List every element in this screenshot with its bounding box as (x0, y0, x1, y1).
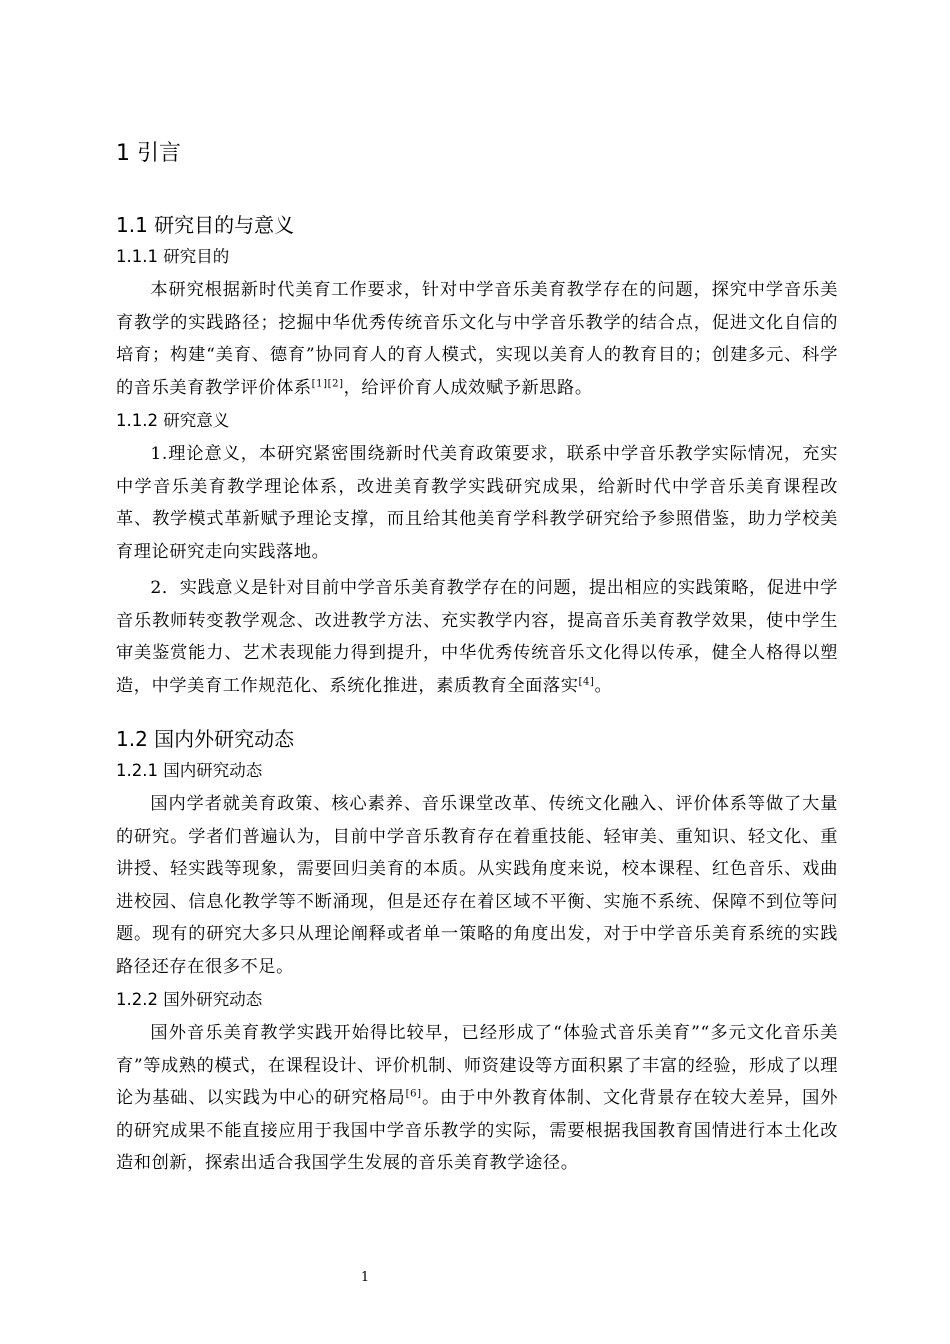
chapter-heading: 1 引言 (116, 141, 181, 166)
paragraph-practical-significance (116, 572, 838, 702)
paragraph-text: 2．实践意义是针对目前中学音乐美育教学存在的问题，提出相应的实践策略，促进中学音乐教师转变教学观念、改进教学方法、充实教学内容，提高音乐美育教学效果，使中学生审美鉴赏能力、艺术表现能力得到提升，中华优秀传统音乐文化得以传承，健全人格得以塑造，中学美育工作规范化、系统化推进，素质教育全面落实 (116, 578, 838, 696)
subsection-heading-1-2-1: 1.2.1 国内研究动态 (116, 761, 263, 780)
page-content (116, 138, 838, 1184)
paragraph-domestic-research: 国内学者就美育政策、核心素养、音乐课堂改革、传统文化融入、评价体系等做了大量的研究。学者们普遍认为，目前中学音乐教育存在着重技能、轻审美、重知识、轻文化、重讲授、轻实践等现象，需要回归美育的本质。从实践角度来说，校本课程、红色音乐、戏曲进校园、信息化教学等不断涌现，但是还存在着区域不平衡、实施不系统、保障不到位等问题。现有的研究大多只从理论阐释或者单一策略的角度出发，对于中学音乐美育系统的实践路径还存在很多不足。 (116, 794, 838, 977)
section-heading-1-1: 1.1 研究目的与意义 (116, 213, 295, 237)
paragraph-text: 本研究根据新时代美育工作要求，针对中学音乐美育教学存在的问题，探究中学音乐美育教学的实践路径；挖掘中华优秀传统音乐文化与中学音乐教学的结合点，促进文化自信的培育；构建“美育、德育”协同育人的育人模式，实现以美育人的教育目的；创建多元、科学的音乐美育教学评价体系 (116, 280, 838, 398)
subsection-heading-1-2-2: 1.2.2 国外研究动态 (116, 990, 263, 1009)
section-heading-1-2: 1.2 国内外研究动态 (116, 727, 295, 751)
page-number: 1 (360, 1270, 370, 1285)
paragraph-text-end: 。 (594, 675, 613, 696)
subsection-heading-1-1-2: 1.1.2 研究意义 (116, 411, 230, 430)
subsection-heading-1-1-1: 1.1.1 研究目的 (116, 247, 230, 266)
paragraph-text: 国外音乐美育教学实践开始得比较早，已经形成了“体验式音乐美育”“多元文化音乐美育”等成熟的模式，在课程设计、评价机制、师资建设等方面积累了丰富的经验，形成了以理论为基础、以实践为中心的研究格局 (116, 1023, 838, 1108)
paragraph-text-end: ，给评价育人成效赋予新思路。 (343, 377, 593, 398)
paragraph-research-purpose (116, 274, 838, 404)
paragraph-text-end: 。由于中外教育体制、文化背景存在较大差异，国外的研究成果不能直接应用于我国中学音乐教学的实际，需要根据我国教育国情进行本土化改造和创新，探索出适合我国学生发展的音乐美育教学途径。 (116, 1088, 838, 1173)
paragraph-theoretical-significance: 1.理论意义，本研究紧密围绕新时代美育政策要求，联系中学音乐教学实际情况，充实中学音乐美育教学理论体系，改进美育教学实践研究成果，给新时代中学音乐美育课程改革、教学模式革新赋予理论支撑，而且给其他美育学科教学研究给予参照借鉴，助力学校美育理论研究走向实践落地。 (116, 444, 838, 562)
citation: [6] (405, 1088, 422, 1100)
citation: [4] (578, 675, 595, 687)
citation: [1][2] (311, 377, 344, 389)
paragraph-foreign-research (116, 1017, 838, 1180)
